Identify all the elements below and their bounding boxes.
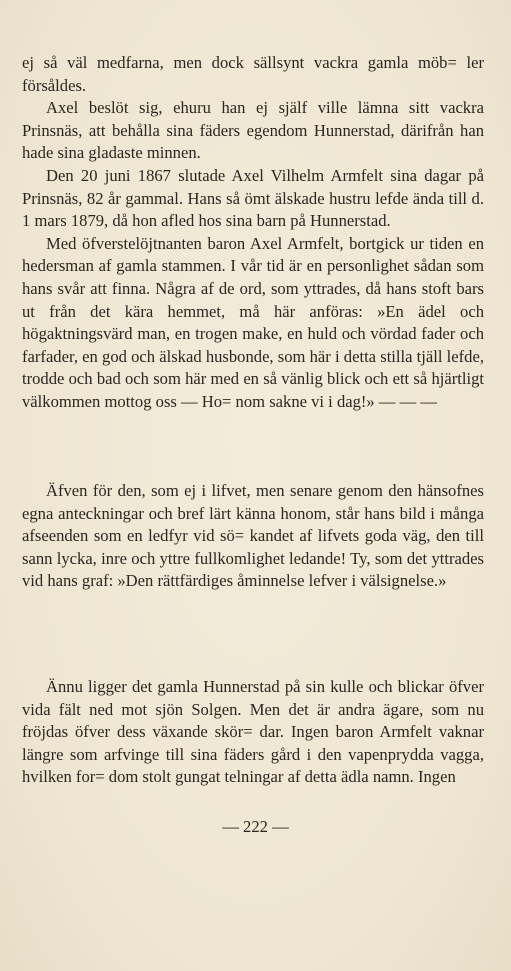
paragraph-legacy: Äfven för den, som ej i lifvet, men senare genom den hänsofnes egna anteckningar och bref lärt känna honom, står hans bild i många afseenden som en ledfyr vid sö= kandet af lifvets goda väg, den till sann lycka, inre och yttre fullkomlighet ledande! Ty, som det yttrades vid hans graf: »Den rättfärdiges åminnelse lefver i välsignelse.» [22, 481, 484, 591]
paragraph-eulogy: Med öfverstelöjtnanten baron Axel Armfelt, bortgick ur tiden en hedersman af gamla stammen. I vår tid är en personlighet sådan som hans svår att finna. Några af de ord, som yttrades, då hans stoft bars ut från det kära hemmet, må här anföras: »En ädel och högaktningsvärd man, en trogen make, en huld och vördad fader och farfader, en god och älskad husbonde, som här i detta stilla tjäll lefde, trodde och bad och som här med en så vänlig blick och ett så hjärtligt välkommen mottog oss — Ho= nom sakne vi i dag!» — — — [22, 233, 484, 411]
paragraph-continuation: ej så väl medfarna, men dock sällsynt vackra gamla möb= ler försåldes. [22, 53, 484, 95]
text-block-top [22, 52, 484, 414]
paragraph-death-notice: Den 20 juni 1867 slutade Axel Vilhelm Armfelt sina dagar på Prinsnäs, 82 år gammal. Hans så ömt älskade hustru lefde ända till d. 1 mars 1879, då hon afled hos sina barn på Hunnerstad. [22, 165, 484, 231]
paragraph-axel-decision: Axel beslöt sig, ehuru han ej själf ville lämna sitt vackra Prinsnäs, att behålla sina fäders egendom Hunnerstad, därifrån han hade sina gladaste minnen. [22, 98, 484, 163]
text-block-bottom [22, 676, 484, 789]
text-block-middle [22, 480, 484, 593]
page-number: — 222 — [222, 817, 289, 836]
paragraph-hunnerstad-today: Ännu ligger det gamla Hunnerstad på sin kulle och blickar öfver vida fält ned mot sjön Solgen. Men det är andra ägare, som nu fröjdas öfver dess växande skör= dar. Ingen baron Armfelt vaknar längre som arfvinge till sina fäders gård i den vapenprydda vagga, hvilken for= dom stolt gungat telningar af detta ädla namn. Ingen [22, 677, 484, 787]
